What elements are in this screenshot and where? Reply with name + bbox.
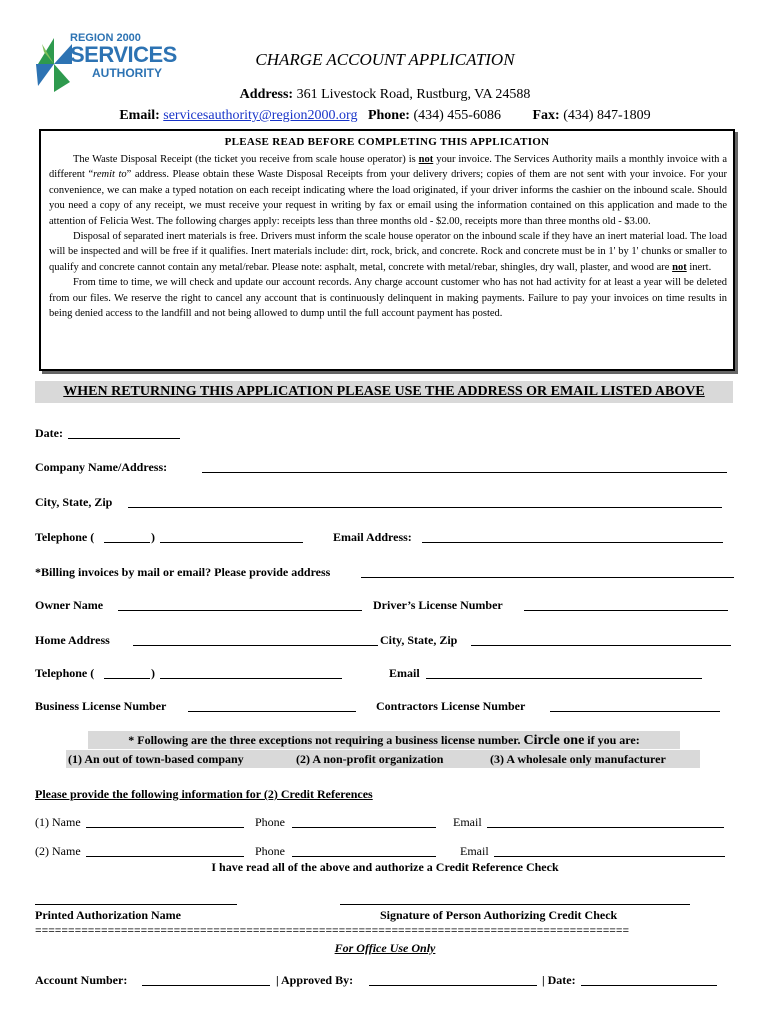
notice-paragraph-3: From time to time, we will check and update our account records. Any charge account customer who has not had activity for at least a year will be deleted from our files. We reserve the right to cancel any account that is continuously delinquent in making payments. Failure to pay your invoices on time results in being denied access to the landfill and not being allowed to dump until the full account payment has posted. xyxy=(49,277,727,320)
notice-p1-a: The Waste Disposal Receipt (the ticket you receive from scale house operator) is xyxy=(73,154,419,165)
phone-value: (434) 455-6086 xyxy=(413,108,501,123)
telephone2-input[interactable] xyxy=(160,666,342,679)
email-label: Email: xyxy=(119,108,160,123)
city1-label: City, State, Zip xyxy=(35,495,113,509)
credit1-email-input[interactable] xyxy=(487,815,724,828)
notice-body xyxy=(49,152,727,321)
signature-input[interactable] xyxy=(340,892,690,905)
address-line xyxy=(0,87,770,103)
approved-by-input[interactable] xyxy=(369,973,537,986)
telephone1-input[interactable] xyxy=(160,530,303,543)
address-value: 361 Livestock Road, Rustburg, VA 24588 xyxy=(296,87,531,102)
business-license-label: Business License Number xyxy=(35,699,167,713)
exceptions-text: * Following are the three exceptions not requiring a business license number. xyxy=(128,733,521,747)
company-input[interactable] xyxy=(202,460,727,473)
telephone1-label: Telephone ( xyxy=(35,530,95,544)
fax-value: (434) 847-1809 xyxy=(563,108,651,123)
return-banner: WHEN RETURNING THIS APPLICATION PLEASE USE THE ADDRESS OR EMAIL LISTED ABOVE xyxy=(35,381,733,403)
credit1-name-input[interactable] xyxy=(86,815,244,828)
city1-input[interactable] xyxy=(128,495,722,508)
email-address-input[interactable] xyxy=(422,530,723,543)
credit1-email-label: Email xyxy=(453,815,482,829)
office-date-label: | Date: xyxy=(542,973,576,987)
credit2-phone-label: Phone xyxy=(255,844,285,858)
telephone2-label: Telephone ( xyxy=(35,666,95,680)
authorize-text: I have read all of the above and authorize a Credit Reference Check xyxy=(211,860,559,874)
circle-one-text: Circle one xyxy=(523,733,585,748)
notice-p2-not: not xyxy=(672,261,687,273)
owner-name-input[interactable] xyxy=(118,598,362,611)
credit2-name-label: (2) Name xyxy=(35,844,81,858)
exceptions-options xyxy=(66,750,700,768)
email2-label: Email xyxy=(389,666,420,680)
notice-p2-a: Disposal of separated inert materials is free. Drivers must inform the scale house operator on the inbound scale if they have an inert material load. The load will be inspected and will be free if it qualifies. Inert materials include: dirt, rock, brick, and concrete. Rock and concrete must be in 1' by 1' chunks or smaller to qualify and concrete cannot contain any metal/rebar. Please note: asphalt, metal, concrete with metal/rebar, shingles, dry wall, plaster, and wood are xyxy=(49,231,727,273)
credit-heading: Please provide the following information for (2) Credit References xyxy=(35,787,373,801)
city2-label: City, State, Zip xyxy=(380,633,458,647)
notice-p2-b: inert. xyxy=(686,261,712,273)
drivers-license-input[interactable] xyxy=(524,598,728,611)
notice-title: PLEASE READ BEFORE COMPLETING THIS APPLICATION xyxy=(224,136,550,148)
email-address-label: Email Address: xyxy=(333,530,412,544)
telephone2-paren: ) xyxy=(151,666,155,680)
credit2-email-input[interactable] xyxy=(494,844,725,857)
credit2-email-label: Email xyxy=(460,844,489,858)
notice-p1-not: not xyxy=(418,154,434,165)
notice-paragraph-2 xyxy=(49,229,727,275)
contact-line xyxy=(0,108,770,124)
office-divider: ========================================================================================== xyxy=(35,926,630,938)
email2-input[interactable] xyxy=(426,666,702,679)
credit1-phone-input[interactable] xyxy=(292,815,436,828)
printed-name-label: Printed Authorization Name xyxy=(35,908,181,922)
account-number-label: Account Number: xyxy=(35,973,128,987)
date-label: Date: xyxy=(35,426,63,440)
billing-input[interactable] xyxy=(361,565,734,578)
contractors-license-label: Contractors License Number xyxy=(376,699,526,713)
signature-label: Signature of Person Authorizing Credit Check xyxy=(380,908,618,922)
credit2-name-input[interactable] xyxy=(86,844,244,857)
city2-input[interactable] xyxy=(471,633,731,646)
account-number-input[interactable] xyxy=(142,973,270,986)
credit2-phone-input[interactable] xyxy=(292,844,436,857)
exception-option-1[interactable]: (1) An out of town-based company xyxy=(68,752,244,766)
if-you-are-text: if you are: xyxy=(587,733,640,747)
printed-name-input[interactable] xyxy=(35,892,237,905)
telephone1-paren: ) xyxy=(151,530,155,544)
address-label: Address: xyxy=(239,87,294,102)
owner-name-label: Owner Name xyxy=(35,598,104,612)
phone-label: Phone: xyxy=(367,108,410,123)
home-address-label: Home Address xyxy=(35,633,110,647)
notice-p1-b: your invoice. The Services Authority mails a monthly invoice with a different “ xyxy=(49,154,727,181)
logo-authority-text: AUTHORITY xyxy=(92,66,162,80)
company-label: Company Name/Address: xyxy=(35,460,168,474)
exceptions-heading xyxy=(88,731,680,749)
notice-p1-c: ” address. Please obtain these Waste Disposal Receipts from your delivery drivers; copies of them are not sent with your invoice. For your convenience, we can make a typed notation on each receipt indicating where the load originated, if your driver informs the cashier on the inbound scale. Should you need a copy of any receipt, we must receive your request in writing by fax or email using the information contained on this application and made to the attention of Felicia West. The following charges apply: receipts less than three months old - $2.00, receipts more than three months old - $3.00. xyxy=(49,169,727,227)
email-link[interactable]: servicesauthority@region2000.org xyxy=(163,108,358,123)
business-license-input[interactable] xyxy=(188,699,356,712)
office-use-label: For Office Use Only xyxy=(334,941,436,955)
home-address-input[interactable] xyxy=(133,633,378,646)
approved-by-label: | Approved By: xyxy=(276,973,354,987)
exception-option-3[interactable]: (3) A wholesale only manufacturer xyxy=(490,752,666,766)
credit1-name-label: (1) Name xyxy=(35,815,81,829)
date-input[interactable] xyxy=(68,426,180,439)
notice-box xyxy=(39,129,735,371)
telephone2-area-input[interactable] xyxy=(104,666,150,679)
notice-paragraph-1 xyxy=(49,152,727,229)
office-date-input[interactable] xyxy=(581,973,717,986)
exception-option-2[interactable]: (2) A non-profit organization xyxy=(296,752,444,766)
page-title: CHARGE ACCOUNT APPLICATION xyxy=(255,50,515,69)
fax-label: Fax: xyxy=(532,108,560,123)
credit1-phone-label: Phone xyxy=(255,815,285,829)
drivers-license-label: Driver’s License Number xyxy=(373,598,503,612)
notice-p1-remit: remit to xyxy=(93,169,127,181)
logo-region-text: REGION 2000 xyxy=(70,32,141,44)
logo-services-text: SERVICES xyxy=(70,42,177,67)
contractors-license-input[interactable] xyxy=(550,699,720,712)
billing-label: *Billing invoices by mail or email? Please provide address xyxy=(35,565,331,579)
telephone1-area-input[interactable] xyxy=(104,530,150,543)
